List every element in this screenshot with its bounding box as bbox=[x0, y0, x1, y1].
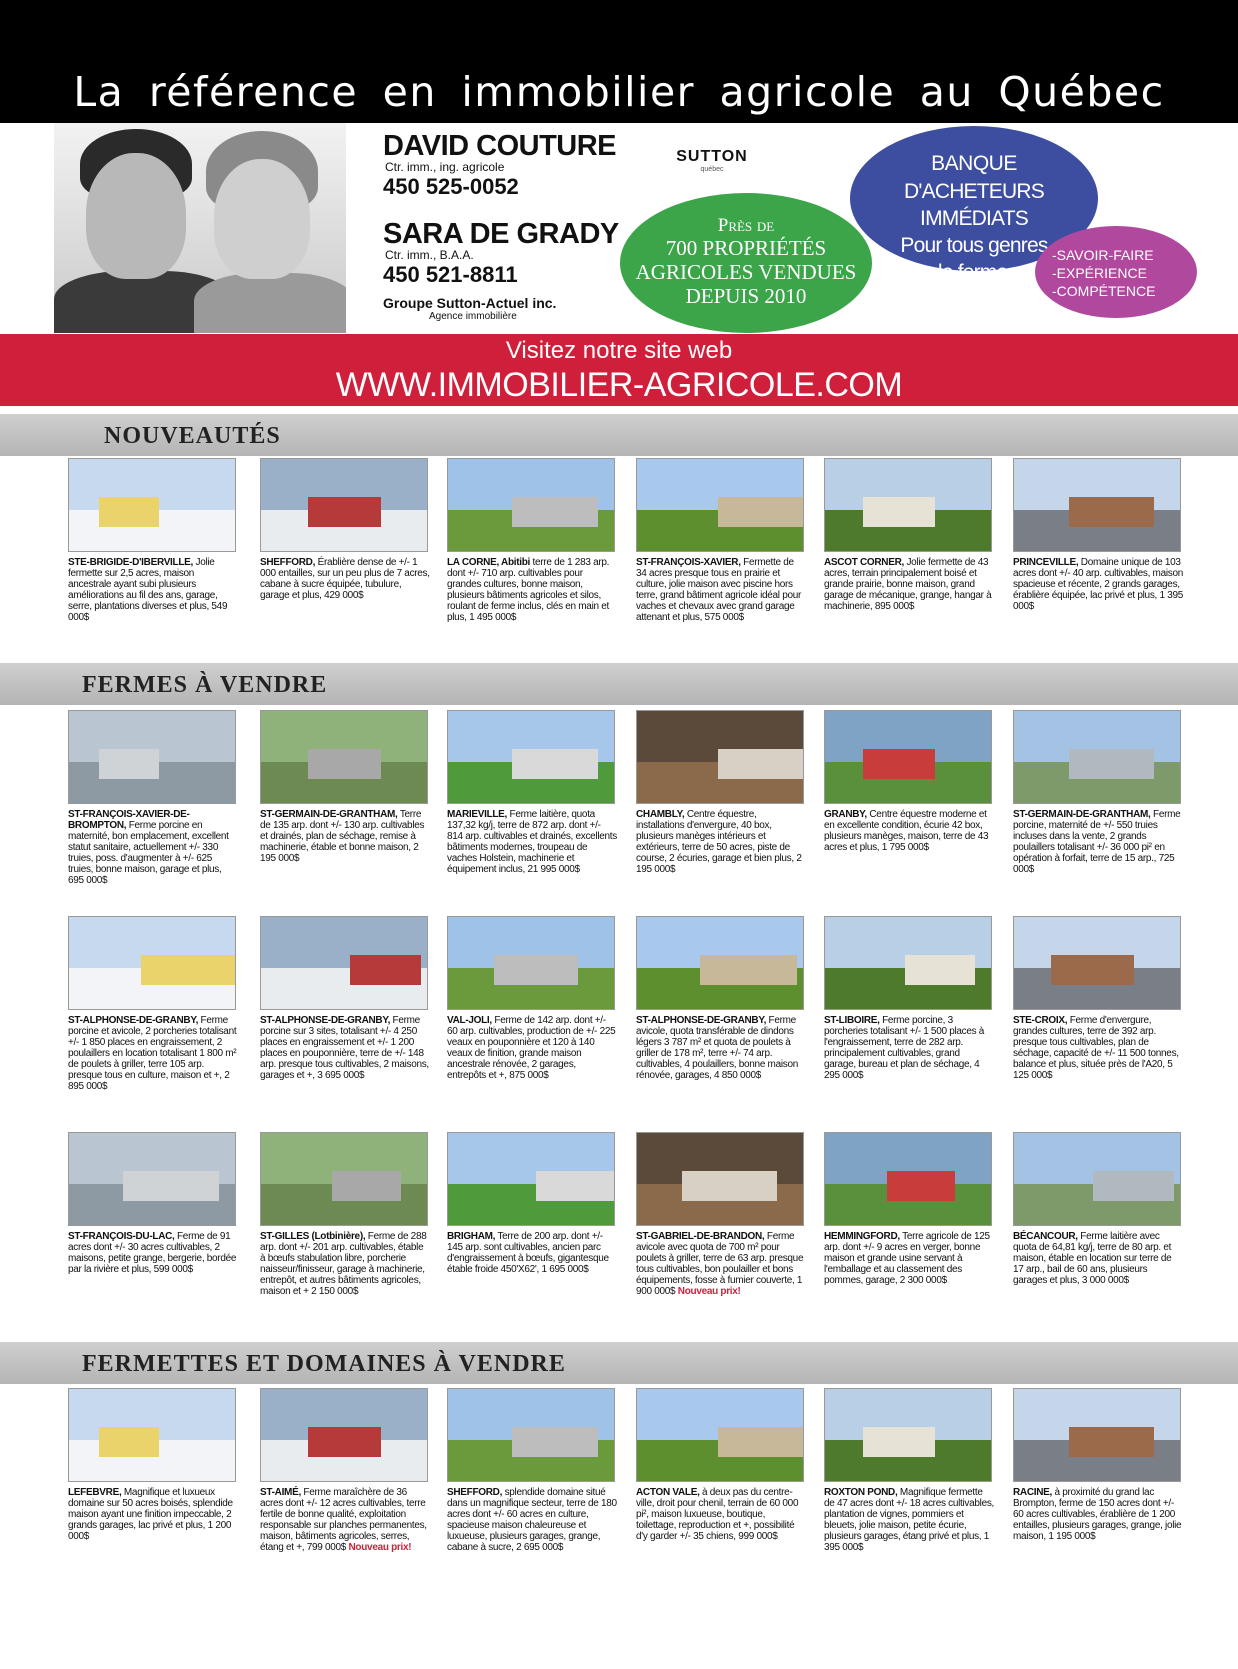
listing-details: Ferme porcine et avicole, 2 porcheries totalisant +/- 1 850 places en engraissement, 2 poulaillers en location totalisant 1 800 m² de poulets à griller, terre 105 arp. presque tous en culture, maison et +, 2 895 000$ bbox=[68, 1015, 237, 1092]
listing-details: à proximité du grand lac Brompton, ferme de 150 acres dont +/- 60 acres cultivables, érablière de 1 200 entailles, plusieurs garages, grange, jolie maison, 1 195 000$ bbox=[1013, 1487, 1182, 1542]
listing-description bbox=[636, 1015, 806, 1081]
section-bar-fermes bbox=[0, 663, 1238, 705]
listing-photo[interactable] bbox=[447, 916, 615, 1010]
photo-building bbox=[863, 749, 935, 779]
listing-details: Ferme porcine, maternité de +/- 550 truies incluses dans la vente, 2 grands poulaillers totalisant +/- 36 000 pi² en opération à forfait, terre de 15 arp., 725 000$ bbox=[1013, 809, 1181, 875]
listing-description bbox=[824, 1015, 994, 1081]
listing-description bbox=[447, 1015, 617, 1081]
listing-description bbox=[68, 1487, 238, 1542]
new-price-badge: Nouveau prix! bbox=[348, 1542, 412, 1553]
listing-description bbox=[824, 1231, 994, 1286]
listing-location: GRANBY, bbox=[824, 809, 867, 820]
listing-location: PRINCEVILLE, bbox=[1013, 557, 1079, 568]
listing-photo[interactable] bbox=[824, 1388, 992, 1482]
agent-sara bbox=[383, 219, 619, 289]
photo-building bbox=[350, 955, 421, 985]
listing-details: Érablière dense de +/- 1 000 entailles, sur un peu plus de 7 acres, cabane à sucre équipée, tubulure, garage et plus, 429 000$ bbox=[260, 557, 430, 601]
listing-description bbox=[260, 809, 430, 864]
section-title: FERMETTES ET DOMAINES À VENDRE bbox=[82, 1351, 566, 1377]
listing-details: Ferme porcine en maternité, bon emplacement, excellent statut sanitaire, actuellement +/- 330 truies, poss. d'augmenter à +/- 625 truies, bonne maison, garage et plus, 695 000$ bbox=[68, 820, 229, 886]
listing-description bbox=[447, 809, 617, 875]
buyers-badge-line3: Pour tous genres bbox=[900, 234, 1048, 257]
agency bbox=[383, 295, 583, 322]
listing-photo[interactable] bbox=[636, 710, 804, 804]
section-bar-nouveautes bbox=[0, 414, 1238, 456]
section-title: NOUVEAUTÉS bbox=[104, 423, 281, 449]
listing-location: ST-GILLES (Lotbinière), bbox=[260, 1231, 366, 1242]
sales-badge bbox=[620, 193, 872, 333]
listing-photo[interactable] bbox=[447, 458, 615, 552]
photo-building bbox=[863, 497, 935, 527]
sutton-logo bbox=[672, 148, 752, 173]
photo-building bbox=[141, 955, 236, 985]
listing-photo[interactable] bbox=[636, 1388, 804, 1482]
listing-photo[interactable] bbox=[1013, 1132, 1181, 1226]
listing-description bbox=[68, 1231, 238, 1275]
listing-card[interactable] bbox=[68, 710, 238, 886]
listing-details: Ferme de 288 arp. dont +/- 201 arp. cultivables, étable à bœufs stabulation libre, porcherie naisseur/finisseur, garage à machinerie, entrepôt, et autres bâtiments agricoles, maison et + 2 150 000$ bbox=[260, 1231, 427, 1297]
listing-description bbox=[1013, 809, 1183, 875]
agency-type: Agence immobilière bbox=[429, 311, 517, 322]
photo-building bbox=[887, 1171, 955, 1201]
listing-location: ST-FRANÇOIS-XAVIER, bbox=[636, 557, 741, 568]
listing-photo[interactable] bbox=[1013, 710, 1181, 804]
listing-photo[interactable] bbox=[447, 710, 615, 804]
listing-description bbox=[68, 809, 238, 886]
agency-name: Groupe Sutton-Actuel inc. bbox=[383, 295, 557, 311]
sales-badge-line1: Près de bbox=[717, 215, 775, 236]
sutton-region: québec bbox=[700, 166, 724, 173]
buyers-badge-line4: de fermes bbox=[930, 261, 1018, 284]
listing-card[interactable] bbox=[824, 916, 994, 1081]
agents-photo bbox=[54, 123, 346, 333]
agent-phone[interactable]: 450 525-0052 bbox=[383, 174, 519, 199]
listing-details: splendide domaine situé dans un magnifique secteur, terre de 180 acres dont +/- 60 acres en culture, spacieuse maison chaleureuse et luxueuse, plusieurs garages, grange, cabane à sucre, 2 695 000$ bbox=[447, 1487, 617, 1553]
agent-name: SARA DE GRADY bbox=[383, 218, 619, 250]
listing-location: ST-AIMÉ, bbox=[260, 1487, 301, 1498]
listing-photo[interactable] bbox=[68, 1132, 236, 1226]
photo-building bbox=[512, 749, 598, 779]
sales-badge-line4: DEPUIS 2010 bbox=[685, 284, 807, 308]
listing-card[interactable] bbox=[260, 1132, 430, 1297]
photo-building bbox=[123, 1171, 219, 1201]
listing-details: Centre équestre moderne et en excellente condition, écurie 42 box, plusieurs manèges, maison, terre de 43 acres et plus, 1 795 000$ bbox=[824, 809, 989, 853]
listing-details: Ferme laitière, quota 137,32 kg/j, terre de 872 arp. dont +/- 814 arp. cultivables et drainés, excellents bâtiments modernes, troupeau de vaches Holstein, machinerie et équipement inclus, 21 995 000$ bbox=[447, 809, 617, 875]
listing-location: ST-LIBOIRE, bbox=[824, 1015, 880, 1026]
listing-photo[interactable] bbox=[824, 710, 992, 804]
listing-location: ST-ALPHONSE-DE-GRANBY, bbox=[260, 1015, 391, 1026]
listing-photo[interactable] bbox=[1013, 916, 1181, 1010]
photo-building bbox=[1069, 1427, 1154, 1457]
values-badge-line2: -EXPÉRIENCE bbox=[1052, 265, 1147, 281]
sales-badge-line3: AGRICOLES VENDUES bbox=[635, 260, 857, 284]
section-title: FERMES À VENDRE bbox=[82, 672, 328, 698]
listing-card[interactable] bbox=[1013, 458, 1183, 612]
listing-card[interactable] bbox=[260, 458, 430, 601]
photo-building bbox=[99, 749, 159, 779]
photo-building bbox=[682, 1171, 777, 1201]
photo-building bbox=[512, 497, 598, 527]
photo-building bbox=[308, 497, 381, 527]
agent-credentials: Ctr. imm., B.A.A. bbox=[385, 248, 474, 262]
listing-photo[interactable] bbox=[68, 458, 236, 552]
listing-details: à deux pas du centre-ville, droit pour chenil, terrain de 60 000 pi², maison luxueuse, boutique, toilettage, reproduction et +, possibilité d'y garder +/- 35 chiens, 999 000$ bbox=[636, 1487, 799, 1542]
values-badge bbox=[1035, 226, 1197, 318]
listing-location: ST-FRANÇOIS-XAVIER-DE-BROMPTON, bbox=[68, 809, 190, 831]
listing-card[interactable] bbox=[260, 916, 430, 1081]
buyers-badge-line1: BANQUE bbox=[931, 152, 1017, 175]
photo-building bbox=[536, 1171, 615, 1201]
photo-building bbox=[332, 1171, 401, 1201]
listing-details: Ferme de 142 arp. dont +/- 60 arp. cultivables, production de +/- 225 veaux en pouponnière et 120 à 140 veaux de finition, grande maison ancestrale rénovée, 2 garages, entrepôts et +, 875 000$ bbox=[447, 1015, 616, 1081]
listing-details: Jolie fermette sur 2,5 acres, maison ancestrale ayant subi plusieurs améliorations au fil des ans, garage, serre, plantations diverses et plus, 549 000$ bbox=[68, 557, 228, 623]
listing-location: ST-ALPHONSE-DE-GRANBY, bbox=[636, 1015, 767, 1026]
listing-location: BÉCANCOUR, bbox=[1013, 1231, 1078, 1242]
listing-card[interactable] bbox=[636, 916, 806, 1081]
sales-badge-line2: 700 PROPRIÉTÉS bbox=[665, 236, 827, 260]
photo-building bbox=[494, 955, 578, 985]
listing-details: Fermette de 34 acres presque tous en prairie et culture, jolie maison avec piscine hors terre, grand bâtiment agricole idéal pour vaches et chevaux avec grand garage attenant et plus, 575 000$ bbox=[636, 557, 802, 623]
listing-card[interactable] bbox=[636, 710, 806, 875]
listing-photo[interactable] bbox=[447, 1132, 615, 1226]
listing-details: Ferme porcine, 3 porcheries totalisant +/- 1 500 places à l'engraissement, terre de 282 arp. principalement cultivables, grand garage, bureau et plan de séchage, 4 295 000$ bbox=[824, 1015, 985, 1081]
listing-photo[interactable] bbox=[824, 916, 992, 1010]
listing-photo[interactable] bbox=[447, 1388, 615, 1482]
photo-building bbox=[99, 497, 159, 527]
values-badge-line3: -COMPÉTENCE bbox=[1052, 283, 1156, 299]
listing-card[interactable] bbox=[636, 1388, 806, 1542]
sutton-brand: SUTTON bbox=[676, 148, 748, 165]
listing-card[interactable] bbox=[447, 710, 617, 875]
listing-card[interactable] bbox=[824, 458, 994, 612]
listing-details: Ferme laitière avec quota de 64,81 kg/j, terre de 80 arp. et maison, étable en location sur terre de 17 arp., bail de 60 ans, plusieurs garages et plus, 3 000 000$ bbox=[1013, 1231, 1172, 1286]
photo-building bbox=[1051, 955, 1134, 985]
listing-location: BRIGHAM, bbox=[447, 1231, 496, 1242]
listing-details: Ferme avicole, quota transférable de dindons légers 3 787 m² et quota de poulets à griller de 178 m², terre +/- 74 arp. cultivables, 4 poulaillers, bonne maison rénovée, garages, 4 850 000$ bbox=[636, 1015, 798, 1081]
agent-photo-face-2 bbox=[214, 159, 310, 279]
website-banner bbox=[0, 334, 1238, 406]
photo-building bbox=[905, 955, 975, 985]
listing-details: Ferme porcine sur 3 sites, totalisant +/- 4 250 places en engraissement et +/- 1 200 places en pouponnière, terre de +/- 148 arp. presque tous cultivables, 2 maisons, garages et +, 3 695 000$ bbox=[260, 1015, 429, 1081]
top-banner bbox=[0, 0, 1238, 123]
listing-location: ROXTON POND, bbox=[824, 1487, 898, 1498]
photo-building bbox=[718, 497, 804, 527]
listing-description bbox=[68, 557, 238, 623]
photo-building bbox=[308, 1427, 381, 1457]
listing-description bbox=[636, 809, 806, 875]
listing-card[interactable] bbox=[1013, 710, 1183, 875]
listing-location: SHEFFORD, bbox=[447, 1487, 503, 1498]
listing-location: ST-ALPHONSE-DE-GRANBY, bbox=[68, 1015, 199, 1026]
listing-photo[interactable] bbox=[260, 916, 428, 1010]
listing-details: Terre de 135 arp. dont +/- 130 arp. cultivables et drainés, plan de séchage, remise à machinerie, étable et bonne maison, 2 195 000$ bbox=[260, 809, 425, 864]
listing-card[interactable] bbox=[636, 458, 806, 623]
values-badge-line1: -SAVOIR-FAIRE bbox=[1052, 247, 1154, 263]
listing-description bbox=[68, 1015, 238, 1092]
buyers-badge-line2: D'ACHETEURS IMMÉDIATS bbox=[904, 180, 1044, 230]
listing-card[interactable] bbox=[68, 916, 238, 1092]
listing-details: Ferme de 91 acres dont +/- 30 acres cultivables, 2 maisons, petite grange, bergerie, bordée par la rivière et plus, 599 000$ bbox=[68, 1231, 237, 1275]
listing-location: LA CORNE, Abitibi bbox=[447, 557, 531, 568]
photo-building bbox=[1069, 749, 1154, 779]
photo-building bbox=[99, 1427, 159, 1457]
photo-building bbox=[718, 1427, 804, 1457]
listing-description bbox=[1013, 1231, 1183, 1286]
listing-card[interactable] bbox=[447, 1388, 617, 1553]
listing-photo[interactable] bbox=[824, 458, 992, 552]
listing-card[interactable] bbox=[68, 458, 238, 623]
listing-card[interactable] bbox=[636, 1132, 806, 1297]
listing-description bbox=[260, 1231, 430, 1297]
listing-card[interactable] bbox=[447, 1132, 617, 1275]
listing-details: Terre agricole de 125 arp. dont +/- 9 acres en verger, bonne maison et grande usine servant à l'emballage et au classement des pommes, garage, 2 300 000$ bbox=[824, 1231, 990, 1286]
listing-photo[interactable] bbox=[68, 916, 236, 1010]
listing-card[interactable] bbox=[447, 458, 617, 623]
photo-building bbox=[1069, 497, 1154, 527]
listing-description bbox=[260, 557, 430, 601]
photo-building bbox=[1093, 1171, 1174, 1201]
listing-details: Centre équestre, installations d'envergure, 40 box, plusieurs manèges intérieurs et extérieurs, terre de 50 acres, piste de course, 2 écuries, garage et bien plus, 2 195 000$ bbox=[636, 809, 802, 875]
listing-details: Ferme avicole avec quota de 700 m² pour poulets à griller, terre de 63 arp. presque tous cultivables, bon poulailler et bons équipements, fosse à fumier couverte, 1 900 000$ bbox=[636, 1231, 804, 1297]
agent-photo-face-1 bbox=[86, 153, 186, 279]
listing-description bbox=[824, 1487, 994, 1553]
listing-location: ST-GERMAIN-DE-GRANTHAM, bbox=[1013, 809, 1151, 820]
listing-location: STE-CROIX, bbox=[1013, 1015, 1068, 1026]
listing-description bbox=[824, 557, 994, 612]
listing-card[interactable] bbox=[68, 1132, 238, 1275]
agent-name: DAVID COUTURE bbox=[383, 130, 617, 162]
listing-description bbox=[1013, 557, 1183, 612]
listing-details: Jolie fermette de 43 acres, terrain principalement boisé et grande prairie, bonne maison, grand garage de mécanique, grange, hangar à machinerie, 895 000$ bbox=[824, 557, 992, 612]
listing-photo[interactable] bbox=[824, 1132, 992, 1226]
photo-building bbox=[308, 749, 381, 779]
agent-david bbox=[383, 131, 616, 201]
photo-building bbox=[512, 1427, 598, 1457]
new-price-badge: Nouveau prix! bbox=[677, 1286, 741, 1297]
listing-description bbox=[1013, 1487, 1183, 1542]
listing-location: VAL-JOLI, bbox=[447, 1015, 492, 1026]
photo-building bbox=[863, 1427, 935, 1457]
listing-photo[interactable] bbox=[260, 458, 428, 552]
listing-photo[interactable] bbox=[68, 1388, 236, 1482]
listing-card[interactable] bbox=[260, 710, 430, 864]
listing-photo[interactable] bbox=[636, 458, 804, 552]
listing-card[interactable] bbox=[824, 710, 994, 853]
listing-card[interactable] bbox=[1013, 916, 1183, 1081]
listing-photo[interactable] bbox=[260, 1132, 428, 1226]
listing-photo[interactable] bbox=[1013, 1388, 1181, 1482]
listing-location: ST-GABRIEL-DE-BRANDON, bbox=[636, 1231, 765, 1242]
listing-description bbox=[1013, 1015, 1183, 1081]
listing-location: ST-GERMAIN-DE-GRANTHAM, bbox=[260, 809, 398, 820]
listing-location: MARIEVILLE, bbox=[447, 809, 508, 820]
website-invite: Visitez notre site web bbox=[505, 337, 733, 364]
listing-card[interactable] bbox=[824, 1388, 994, 1553]
agent-photo-body-2 bbox=[194, 273, 346, 333]
listing-description bbox=[447, 1487, 617, 1553]
listing-description bbox=[824, 809, 994, 853]
listing-location: STE-BRIGIDE-D'IBERVILLE, bbox=[68, 557, 194, 568]
listing-location: SHEFFORD, bbox=[260, 557, 316, 568]
listing-details: terre de 1 283 arp. dont +/- 710 arp. cultivables pour grandes cultures, bonne maison, plusieurs bâtiments agricoles et silos, roulant de ferme inclus, clés en main et plus, 1 495 000$ bbox=[447, 557, 610, 623]
listing-details: Terre de 200 arp. dont +/- 145 arp. sont cultivables, ancien parc d'engraissement à bœufs, gigantesque étable froide 450'X62', 1 695 000$ bbox=[447, 1231, 609, 1275]
listing-description bbox=[636, 1231, 806, 1297]
listing-photo[interactable] bbox=[636, 916, 804, 1010]
listing-details: Domaine unique de 103 acres dont +/- 40 arp. cultivables, maison spacieuse et récente, 2 grands garages, érablière équipée, lac privé et plus, 1 395 000$ bbox=[1013, 557, 1183, 612]
listing-description bbox=[447, 1231, 617, 1275]
listing-location: HEMMINGFORD, bbox=[824, 1231, 900, 1242]
agent-credentials: Ctr. imm., ing. agricole bbox=[385, 160, 505, 174]
listing-description bbox=[636, 557, 806, 623]
photo-building bbox=[718, 749, 804, 779]
agents-block bbox=[0, 123, 1238, 335]
listing-photo[interactable] bbox=[68, 710, 236, 804]
listing-description bbox=[260, 1015, 430, 1081]
listing-location: ASCOT CORNER, bbox=[824, 557, 904, 568]
listing-card[interactable] bbox=[260, 1388, 430, 1553]
listing-details: Ferme d'envergure, grandes cultures, terre de 392 arp. presque tous cultivables, plan de séchage, capacité de +/- 11 500 tonnes, balance et plus, située près de l'A20, 5 125 000$ bbox=[1013, 1015, 1179, 1081]
listing-card[interactable] bbox=[1013, 1388, 1183, 1542]
listing-card[interactable] bbox=[68, 1388, 238, 1542]
website-url-link[interactable]: WWW.IMMOBILIER-AGRICOLE.COM bbox=[335, 366, 903, 404]
listing-details: Magnifique fermette de 47 acres dont +/- 18 acres cultivables, plantation de vignes, pommiers et bleuets, jolie maison, petite écurie, plusieurs garages, étang privé et plus, 1 395 000$ bbox=[824, 1487, 995, 1553]
agent-phone[interactable]: 450 521-8811 bbox=[383, 262, 518, 287]
listing-location: LEFEBVRE, bbox=[68, 1487, 122, 1498]
photo-building bbox=[700, 955, 797, 985]
listing-photo[interactable] bbox=[260, 710, 428, 804]
section-bar-fermettes bbox=[0, 1342, 1238, 1384]
listing-location: ACTON VALE, bbox=[636, 1487, 700, 1498]
listing-location: ST-FRANÇOIS-DU-LAC, bbox=[68, 1231, 175, 1242]
listing-description bbox=[447, 557, 617, 623]
listing-description bbox=[260, 1487, 430, 1553]
headline: La référence en immobilier agricole au Québec bbox=[73, 68, 1165, 116]
listing-card[interactable] bbox=[447, 916, 617, 1081]
listing-photo[interactable] bbox=[636, 1132, 804, 1226]
listing-description bbox=[636, 1487, 806, 1542]
listing-photo[interactable] bbox=[260, 1388, 428, 1482]
listing-details: Ferme maraîchère de 36 acres dont +/- 12 acres cultivables, terre fertile de bonne qualité, exploitation responsable sur planches permanentes, maison, bâtiments agricoles, serres, étang et +, 799 000$ bbox=[260, 1487, 427, 1553]
listing-card[interactable] bbox=[1013, 1132, 1183, 1286]
listing-location: RACINE, bbox=[1013, 1487, 1053, 1498]
listing-details: Magnifique et luxueux domaine sur 50 acres boisés, splendide maison ayant une finition impeccable, 2 grands garages, lac privé et plus, 1 200 000$ bbox=[68, 1487, 233, 1542]
listing-location: CHAMBLY, bbox=[636, 809, 685, 820]
listing-photo[interactable] bbox=[1013, 458, 1181, 552]
listing-card[interactable] bbox=[824, 1132, 994, 1286]
